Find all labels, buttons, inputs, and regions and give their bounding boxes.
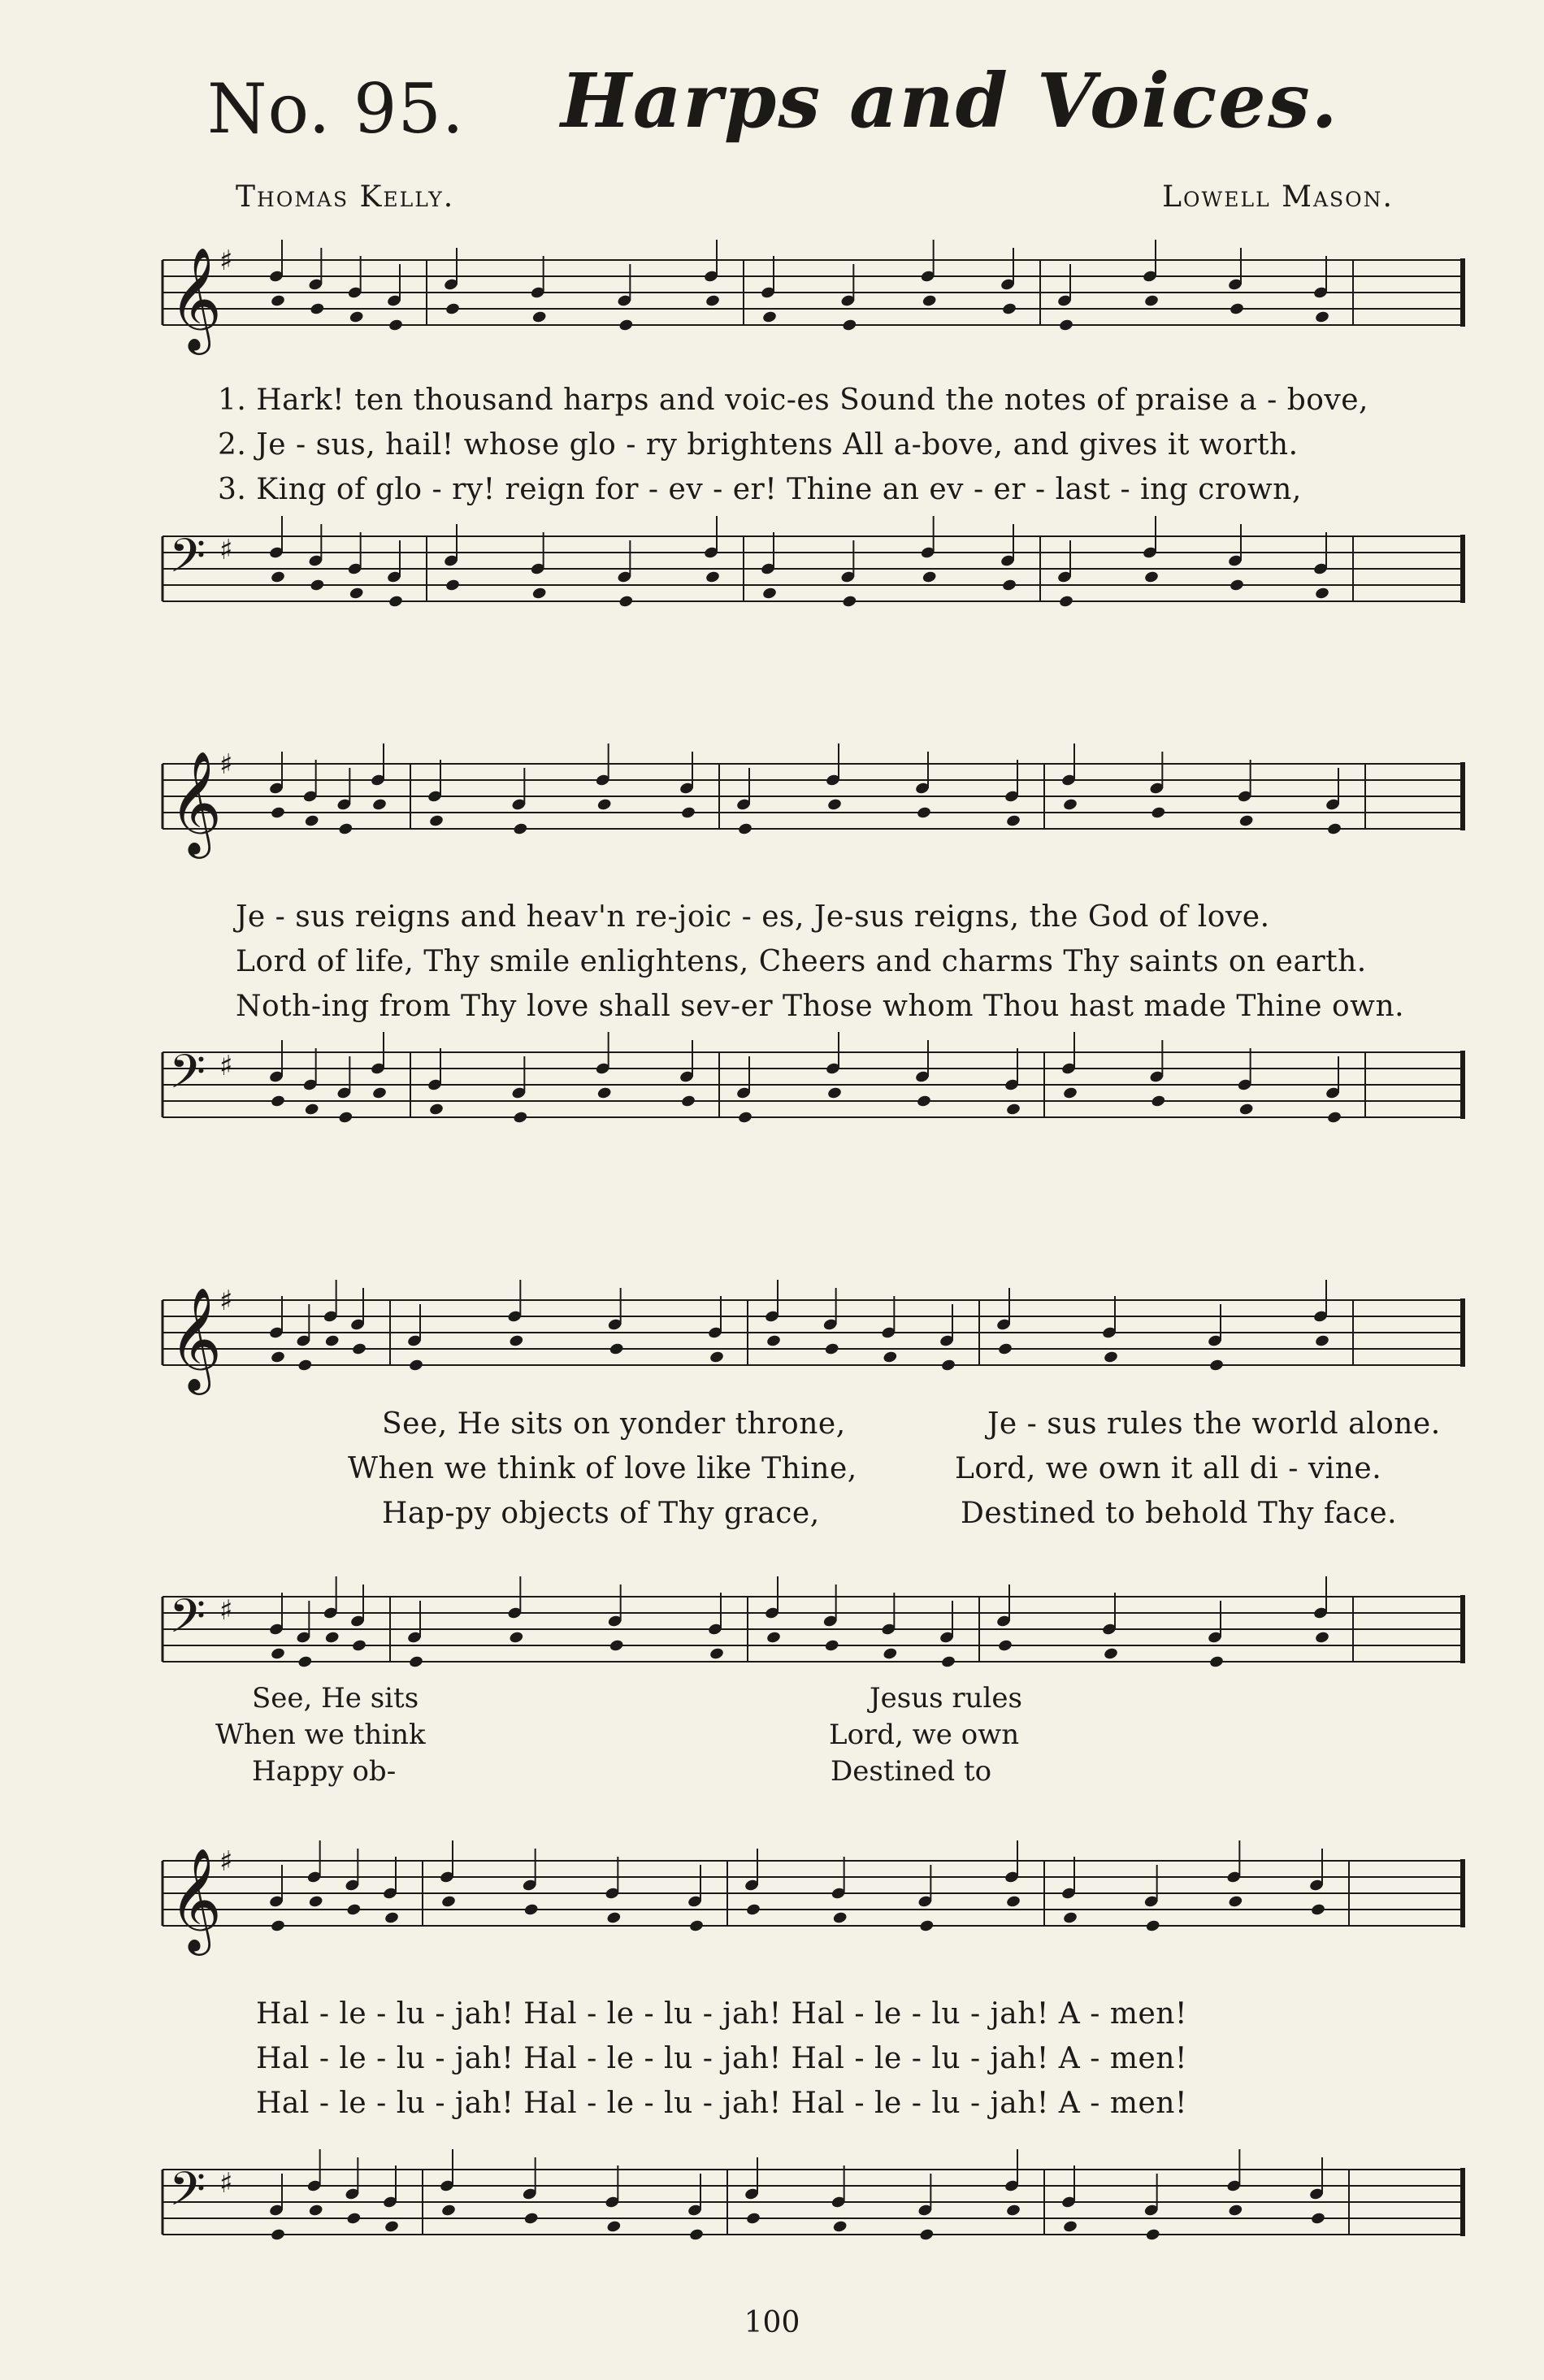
lyric-line: 2. Je - sus, hail! whose glo - ry brightens All a-bove, and gives it worth. [218, 428, 1299, 462]
bass-lyric: See, He sits [252, 1682, 419, 1715]
svg-text:♯: ♯ [219, 1285, 233, 1317]
svg-text:♯: ♯ [219, 748, 233, 781]
lyric-line: Je - sus reigns and heav'n re-joic - es, Je-sus reigns, the God of love. [236, 900, 1270, 934]
lyric-line: Hal - le - lu - jah! Hal - le - lu - jah! Hal - le - lu - jah! A - men! [256, 2087, 1187, 2120]
lyric-line: Hap-py objects of Thy grace, [382, 1497, 820, 1530]
svg-text:♯: ♯ [219, 1845, 233, 1878]
svg-text:𝄞: 𝄞 [169, 1286, 223, 1390]
lyric-line: Je - sus rules the world alone. [987, 1407, 1441, 1441]
staff-bass-3 [0, 1580, 1544, 1710]
hymn-number: No. 95. [207, 69, 465, 149]
staff-bass-1 [0, 520, 1544, 650]
svg-text:𝄢: 𝄢 [169, 1044, 206, 1111]
svg-text:♯: ♯ [219, 1594, 233, 1627]
lyric-line: 1. Hark! ten thousand harps and voic-es Sound the notes of praise a - bove, [218, 384, 1368, 417]
bass-lyric: When we think [215, 1719, 426, 1751]
lyric-line: Hal - le - lu - jah! Hal - le - lu - jah! Hal - le - lu - jah! A - men! [256, 1997, 1187, 2031]
lyric-line: Lord, we own it all di - vine. [955, 1452, 1382, 1485]
lyric-line: When we think of love like Thine, [348, 1452, 857, 1485]
svg-text:𝄢: 𝄢 [169, 528, 206, 595]
svg-text:♯: ♯ [219, 534, 233, 566]
staff-bass-2 [0, 1036, 1544, 1166]
svg-text:♯: ♯ [219, 1050, 233, 1082]
svg-text:♯: ♯ [219, 245, 233, 277]
staff-treble-3 [0, 1284, 1544, 1414]
svg-text:𝄢: 𝄢 [169, 2161, 206, 2228]
lyric-line: Lord of life, Thy smile enlightens, Cheers and charms Thy saints on earth. [236, 945, 1367, 978]
bass-lyric: Jesus rules [870, 1682, 1022, 1715]
lyric-line: See, He sits on yonder throne, [382, 1407, 846, 1441]
lyric-line: Destined to behold Thy face. [961, 1497, 1398, 1530]
bass-lyric: Destined to [831, 1755, 992, 1788]
lyricist: Thomas Kelly. [236, 180, 455, 214]
lyric-line: Hal - le - lu - jah! Hal - le - lu - jah! Hal - le - lu - jah! A - men! [256, 2042, 1187, 2075]
staff-bass-4 [0, 2153, 1544, 2283]
svg-text:𝄞: 𝄞 [169, 750, 223, 854]
lyric-line: 3. King of glo - ry! reign for - ev - er! Thine an ev - er - last - ing crown, [218, 473, 1302, 506]
svg-text:𝄞: 𝄞 [169, 1847, 223, 1951]
svg-text:𝄢: 𝄢 [169, 1589, 206, 1655]
hymn-title: Harps and Voices. [561, 57, 1339, 145]
bass-lyric: Lord, we own [829, 1719, 1020, 1751]
svg-text:♯: ♯ [219, 2167, 233, 2200]
bass-lyric: Happy ob- [252, 1755, 397, 1788]
staff-treble-1 [0, 244, 1544, 374]
page-number: 100 [744, 2306, 800, 2339]
staff-treble-2 [0, 748, 1544, 878]
composer: Lowell Mason. [1162, 180, 1394, 214]
staff-treble-4 [0, 1845, 1544, 1975]
lyric-line: Noth-ing from Thy love shall sev-er Those whom Thou hast made Thine own. [236, 990, 1405, 1023]
svg-text:𝄞: 𝄞 [169, 246, 223, 350]
